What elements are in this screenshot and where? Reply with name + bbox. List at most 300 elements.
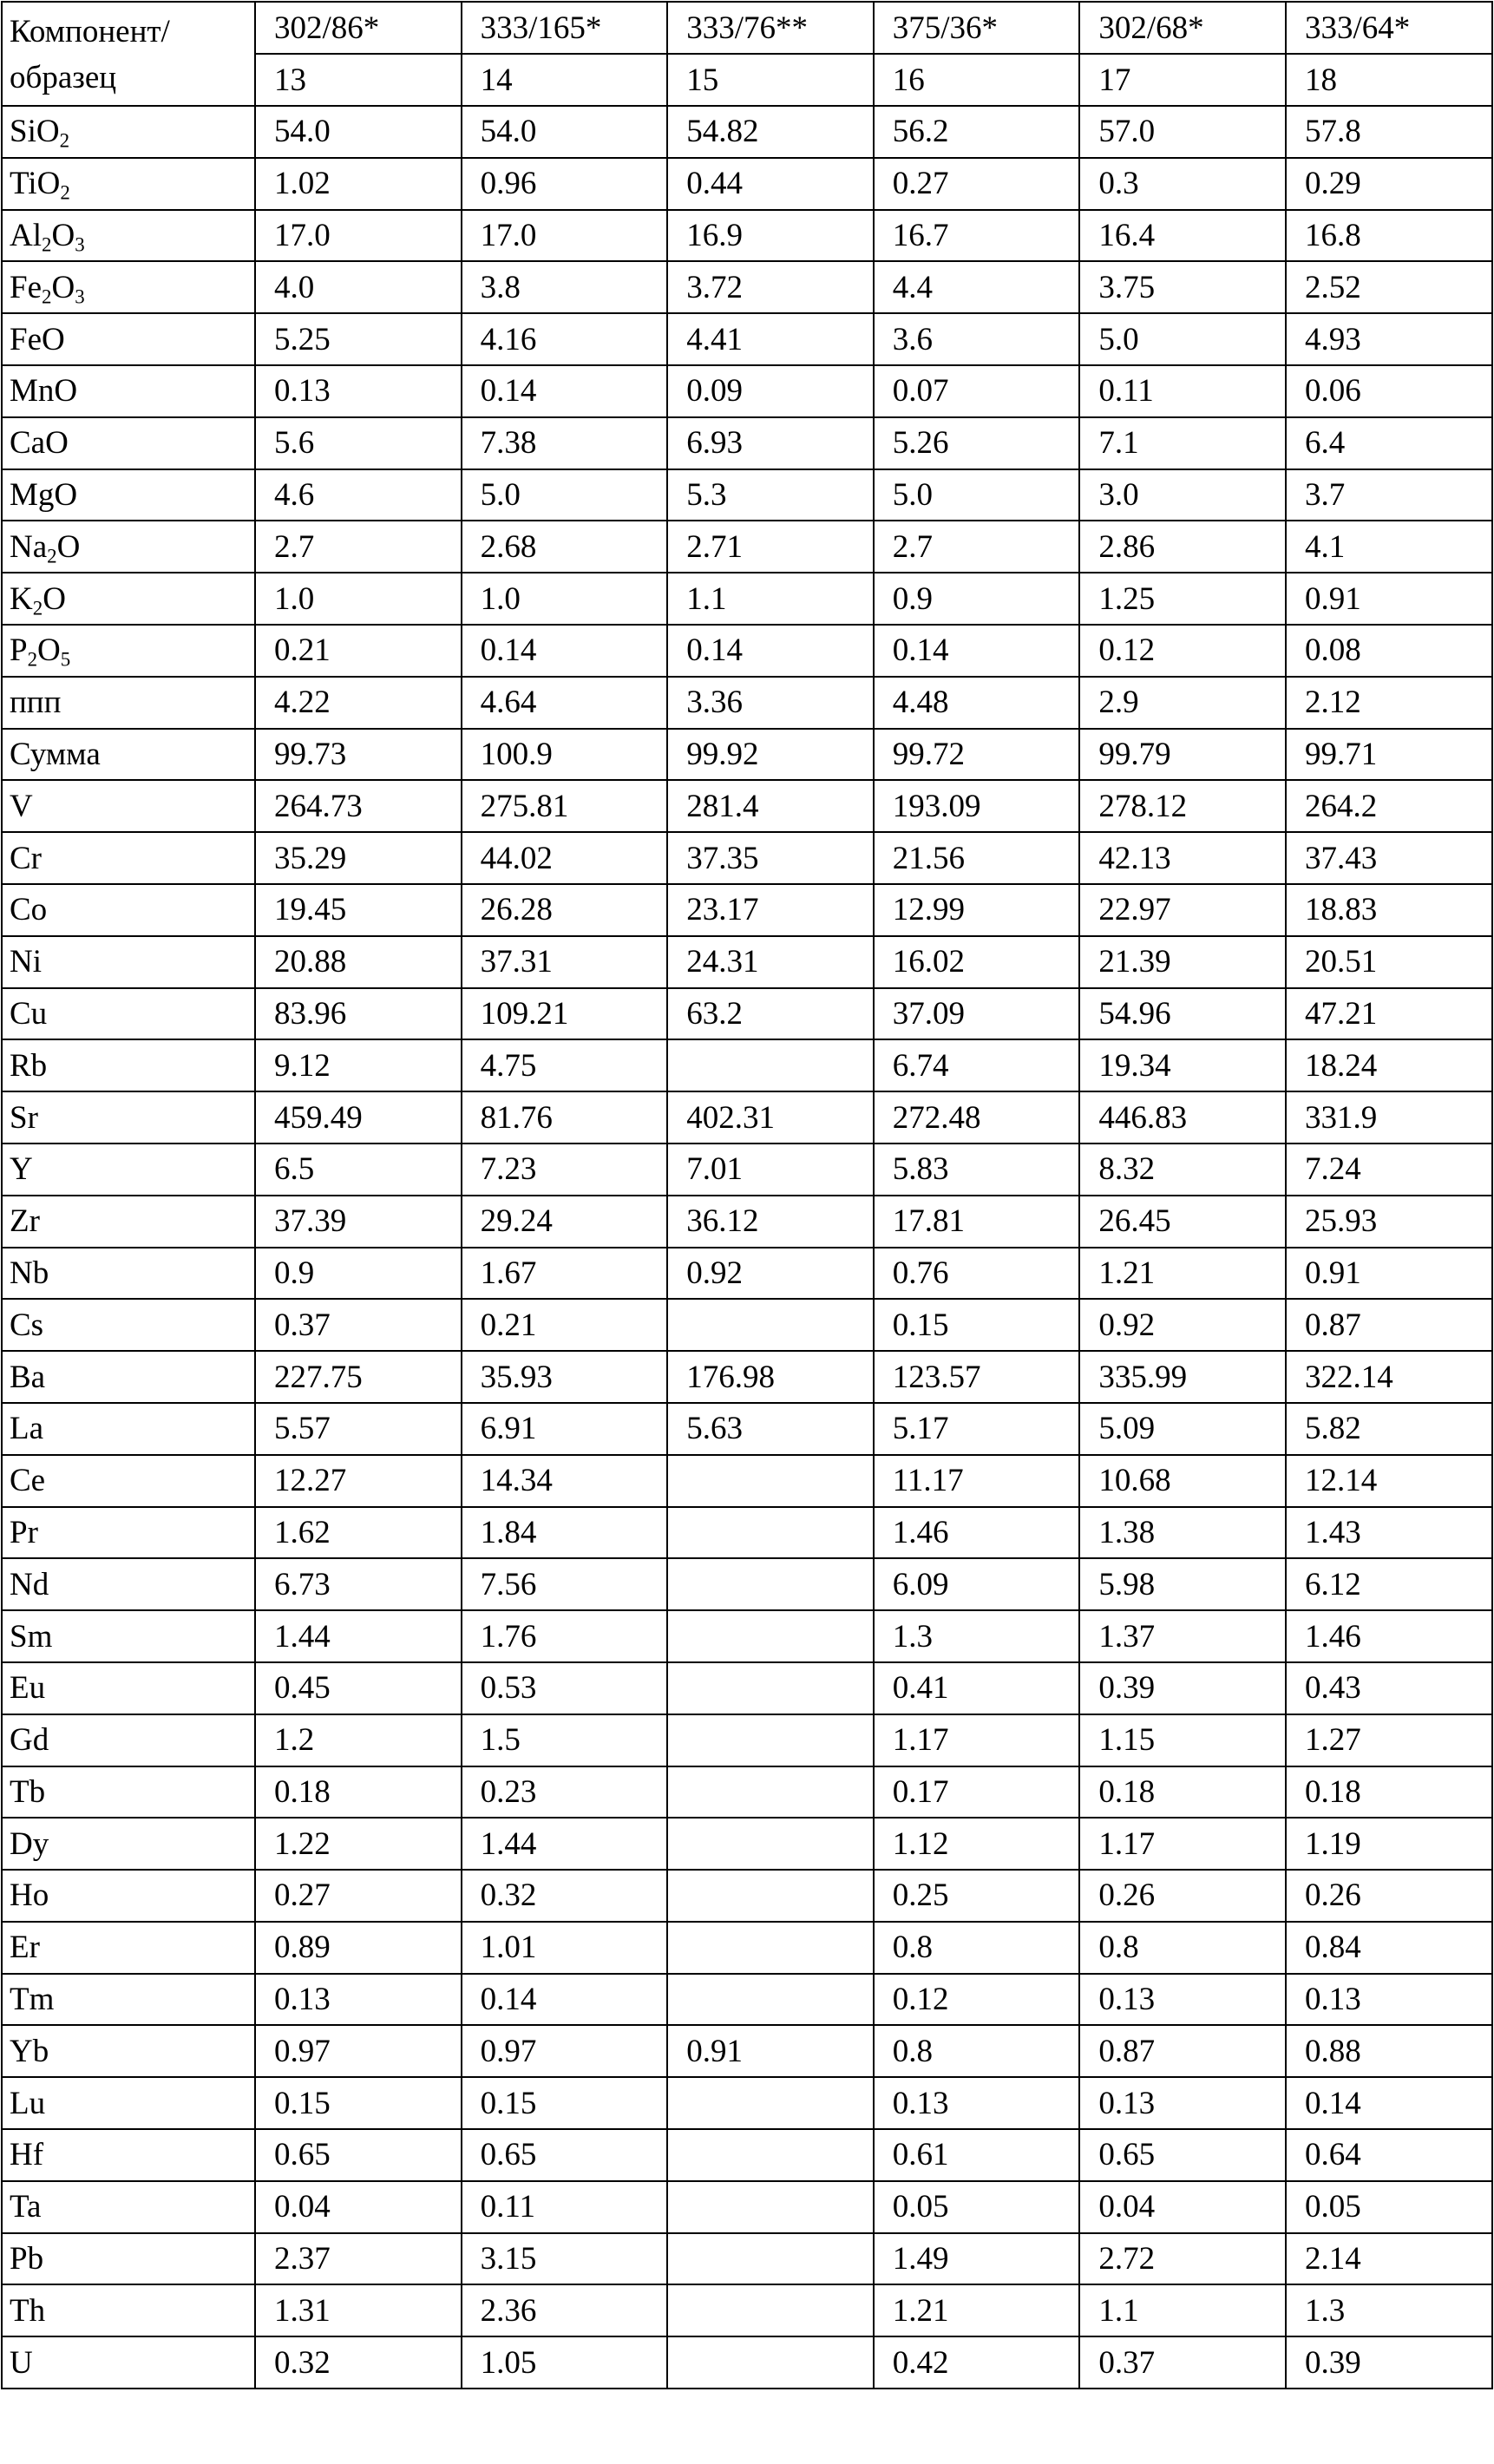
component-label-subscript: 2 [59, 129, 70, 152]
value-cell: 0.18 [1286, 1766, 1492, 1819]
component-label-cell [2, 1870, 255, 1922]
component-label-cell [2, 936, 255, 988]
component-label-text: Ni [10, 944, 42, 980]
table-row [2, 106, 1492, 158]
value-cell: 4.4 [874, 261, 1080, 313]
value-cell: 37.35 [667, 832, 874, 884]
value-cell: 0.87 [1286, 1299, 1492, 1351]
value-cell: 6.5 [255, 1144, 462, 1196]
table-row [2, 1196, 1492, 1248]
value-cell: 0.96 [462, 158, 668, 210]
value-cell: 402.31 [667, 1091, 874, 1144]
table-row [2, 1922, 1492, 1974]
value-cell: 1.0 [462, 573, 668, 625]
value-cell: 0.14 [667, 625, 874, 677]
value-cell: 99.71 [1286, 729, 1492, 781]
value-cell: 26.45 [1079, 1196, 1286, 1248]
value-cell: 0.11 [1079, 365, 1286, 417]
component-label-text: Al [10, 217, 42, 253]
component-label-subscript: 2 [60, 181, 70, 204]
value-cell: 54.0 [462, 106, 668, 158]
value-cell: 227.75 [255, 1351, 462, 1403]
component-label-cell [2, 1714, 255, 1766]
value-cell: 176.98 [667, 1351, 874, 1403]
value-cell: 2.68 [462, 521, 668, 573]
table-row [2, 2077, 1492, 2129]
value-cell: 0.45 [255, 1662, 462, 1714]
value-cell: 6.93 [667, 417, 874, 469]
value-cell [667, 1455, 874, 1507]
value-cell: 0.97 [255, 2025, 462, 2077]
table-row [2, 729, 1492, 781]
table-row [2, 1039, 1492, 1091]
table-row [2, 573, 1492, 625]
component-label-subscript: 2 [42, 233, 52, 256]
value-cell: 7.01 [667, 1144, 874, 1196]
value-cell: 1.17 [874, 1714, 1080, 1766]
component-label-text: Tb [10, 1773, 46, 1810]
value-cell: 1.25 [1079, 573, 1286, 625]
component-label-text: Nd [10, 1566, 49, 1602]
value-cell: 1.84 [462, 1507, 668, 1559]
value-cell: 1.12 [874, 1818, 1080, 1870]
value-cell: 2.14 [1286, 2233, 1492, 2285]
value-cell: 1.44 [462, 1818, 668, 1870]
value-cell: 0.23 [462, 1766, 668, 1819]
header-label-cell [2, 2, 255, 106]
component-label-cell [2, 1766, 255, 1819]
value-cell: 0.13 [255, 1974, 462, 2026]
value-cell: 0.76 [874, 1248, 1080, 1300]
value-cell: 0.12 [874, 1974, 1080, 2026]
value-cell: 1.3 [874, 1610, 1080, 1662]
component-label-text: Ce [10, 1463, 46, 1499]
value-cell: 3.72 [667, 261, 874, 313]
value-cell: 12.27 [255, 1455, 462, 1507]
value-cell: 0.87 [1079, 2025, 1286, 2077]
value-cell: 1.38 [1079, 1507, 1286, 1559]
component-label-text: V [10, 788, 33, 824]
value-cell: 0.14 [1286, 2077, 1492, 2129]
value-cell: 0.32 [462, 1870, 668, 1922]
value-cell: 35.93 [462, 1351, 668, 1403]
value-cell: 0.15 [255, 2077, 462, 2129]
value-cell [667, 2284, 874, 2336]
header-label-line1: Компонент/ [10, 14, 170, 49]
component-label-cell [2, 158, 255, 210]
component-label-text: Pr [10, 1514, 38, 1550]
value-cell: 4.64 [462, 677, 668, 729]
component-label-text: Ta [10, 2189, 42, 2225]
value-cell: 4.48 [874, 677, 1080, 729]
value-cell [667, 1870, 874, 1922]
value-cell: 0.91 [667, 2025, 874, 2077]
component-label-text: Tm [10, 1982, 55, 2018]
component-label-subscript: 2 [32, 596, 43, 619]
table-row [2, 1507, 1492, 1559]
value-cell: 5.0 [874, 469, 1080, 521]
value-cell: 1.1 [667, 573, 874, 625]
value-cell: 5.63 [667, 1403, 874, 1455]
value-cell [667, 2336, 874, 2389]
value-cell: 0.92 [667, 1248, 874, 1300]
value-cell: 3.7 [1286, 469, 1492, 521]
value-cell: 6.12 [1286, 1558, 1492, 1610]
value-cell: 2.36 [462, 2284, 668, 2336]
value-cell: 4.75 [462, 1039, 668, 1091]
component-label-cell [2, 313, 255, 365]
value-cell: 0.53 [462, 1662, 668, 1714]
table-row [2, 1351, 1492, 1403]
value-cell: 1.21 [874, 2284, 1080, 2336]
component-label-cell [2, 1922, 255, 1974]
value-cell: 1.2 [255, 1714, 462, 1766]
value-cell: 0.37 [1079, 2336, 1286, 2389]
value-cell: 0.42 [874, 2336, 1080, 2389]
table-row [2, 884, 1492, 936]
component-label-cell [2, 2284, 255, 2336]
component-label-text: Ba [10, 1359, 46, 1395]
header-label-line2: образец [10, 59, 117, 95]
value-cell: 0.12 [1079, 625, 1286, 677]
table-row [2, 2284, 1492, 2336]
value-cell: 109.21 [462, 988, 668, 1040]
value-cell: 0.15 [462, 2077, 668, 2129]
sample-id-header: 375/36* [874, 2, 1080, 54]
value-cell: 0.91 [1286, 1248, 1492, 1300]
value-cell: 1.05 [462, 2336, 668, 2389]
value-cell: 16.7 [874, 210, 1080, 262]
value-cell: 0.97 [462, 2025, 668, 2077]
value-cell: 7.56 [462, 1558, 668, 1610]
value-cell: 0.39 [1286, 2336, 1492, 2389]
value-cell [667, 2129, 874, 2181]
value-cell: 0.13 [1079, 2077, 1286, 2129]
component-label-subscript: 5 [60, 648, 71, 671]
component-label-cell [2, 1248, 255, 1300]
value-cell: 0.14 [462, 1974, 668, 2026]
value-cell [667, 2181, 874, 2233]
table-row [2, 936, 1492, 988]
value-cell: 100.9 [462, 729, 668, 781]
value-cell: 0.13 [1079, 1974, 1286, 2026]
table-row [2, 1403, 1492, 1455]
value-cell: 2.52 [1286, 261, 1492, 313]
value-cell: 63.2 [667, 988, 874, 1040]
component-label-cell [2, 417, 255, 469]
sample-number-header: 15 [667, 54, 874, 106]
value-cell: 54.96 [1079, 988, 1286, 1040]
value-cell: 0.05 [874, 2181, 1080, 2233]
value-cell: 0.27 [874, 158, 1080, 210]
component-label-cell [2, 1558, 255, 1610]
sample-number-header: 13 [255, 54, 462, 106]
table-row [2, 469, 1492, 521]
component-label-cell [2, 780, 255, 832]
value-cell: 0.44 [667, 158, 874, 210]
value-cell: 0.04 [255, 2181, 462, 2233]
value-cell: 3.0 [1079, 469, 1286, 521]
value-cell: 17.81 [874, 1196, 1080, 1248]
value-cell: 272.48 [874, 1091, 1080, 1144]
component-label-subscript: 2 [27, 648, 38, 671]
table-row [2, 261, 1492, 313]
component-label-cell [2, 2181, 255, 2233]
value-cell: 0.07 [874, 365, 1080, 417]
value-cell: 5.17 [874, 1403, 1080, 1455]
value-cell: 99.73 [255, 729, 462, 781]
value-cell: 4.1 [1286, 521, 1492, 573]
value-cell: 0.15 [874, 1299, 1080, 1351]
value-cell: 331.9 [1286, 1091, 1492, 1144]
value-cell: 21.39 [1079, 936, 1286, 988]
value-cell: 0.26 [1286, 1870, 1492, 1922]
value-cell: 54.0 [255, 106, 462, 158]
table-row [2, 1714, 1492, 1766]
table-row [2, 1558, 1492, 1610]
value-cell: 2.9 [1079, 677, 1286, 729]
table-row [2, 1455, 1492, 1507]
value-cell: 99.79 [1079, 729, 1286, 781]
value-cell: 37.09 [874, 988, 1080, 1040]
value-cell: 3.36 [667, 677, 874, 729]
table-row [2, 1662, 1492, 1714]
value-cell: 0.04 [1079, 2181, 1286, 2233]
component-label-cell [2, 625, 255, 677]
value-cell: 17.0 [462, 210, 668, 262]
component-label-text: Sm [10, 1618, 53, 1655]
component-label-text: Cr [10, 840, 42, 876]
component-label-text: Eu [10, 1670, 46, 1707]
value-cell [667, 1818, 874, 1870]
value-cell: 4.93 [1286, 313, 1492, 365]
sample-id-header: 302/68* [1079, 2, 1286, 54]
value-cell: 9.12 [255, 1039, 462, 1091]
value-cell: 193.09 [874, 780, 1080, 832]
value-cell: 0.05 [1286, 2181, 1492, 2233]
component-label-cell [2, 521, 255, 573]
value-cell: 1.02 [255, 158, 462, 210]
value-cell: 0.8 [874, 2025, 1080, 2077]
header-row-samples [2, 2, 1492, 54]
value-cell: 1.5 [462, 1714, 668, 1766]
value-cell: 47.21 [1286, 988, 1492, 1040]
sample-number-header: 16 [874, 54, 1080, 106]
value-cell: 44.02 [462, 832, 668, 884]
value-cell: 0.3 [1079, 158, 1286, 210]
table-row [2, 832, 1492, 884]
component-label-cell [2, 832, 255, 884]
value-cell: 123.57 [874, 1351, 1080, 1403]
sample-id-header: 333/64* [1286, 2, 1492, 54]
component-label-text: K [10, 580, 33, 617]
component-label-cell [2, 1507, 255, 1559]
value-cell: 3.15 [462, 2233, 668, 2285]
value-cell [667, 1039, 874, 1091]
value-cell [667, 1974, 874, 2026]
component-label-cell [2, 573, 255, 625]
component-label-text: ппп [10, 685, 62, 721]
value-cell: 0.13 [1286, 1974, 1492, 2026]
sample-id-header: 333/165* [462, 2, 668, 54]
component-label-cell [2, 261, 255, 313]
value-cell: 21.56 [874, 832, 1080, 884]
component-label-cell [2, 210, 255, 262]
value-cell [667, 1766, 874, 1819]
value-cell: 16.8 [1286, 210, 1492, 262]
value-cell: 0.8 [874, 1922, 1080, 1974]
component-label-text: TiO [10, 166, 61, 202]
value-cell: 81.76 [462, 1091, 668, 1144]
component-label-text: U [10, 2344, 33, 2381]
value-cell: 1.3 [1286, 2284, 1492, 2336]
value-cell: 0.13 [874, 2077, 1080, 2129]
component-label-text: Cs [10, 1307, 44, 1343]
table-row [2, 1974, 1492, 2026]
table-row [2, 1766, 1492, 1819]
component-label-cell [2, 1403, 255, 1455]
component-label-cell [2, 884, 255, 936]
value-cell: 1.19 [1286, 1818, 1492, 1870]
component-label-text: MnO [10, 373, 78, 410]
value-cell: 37.43 [1286, 832, 1492, 884]
component-label-text: Rb [10, 1047, 48, 1084]
table-row [2, 2336, 1492, 2389]
value-cell: 0.11 [462, 2181, 668, 2233]
value-cell: 4.41 [667, 313, 874, 365]
component-label-cell [2, 677, 255, 729]
value-cell: 24.31 [667, 936, 874, 988]
table-row [2, 1818, 1492, 1870]
value-cell: 18.24 [1286, 1039, 1492, 1091]
table-row [2, 210, 1492, 262]
value-cell: 16.9 [667, 210, 874, 262]
value-cell: 4.16 [462, 313, 668, 365]
value-cell: 0.29 [1286, 158, 1492, 210]
value-cell: 5.0 [462, 469, 668, 521]
value-cell: 0.18 [255, 1766, 462, 1819]
value-cell: 278.12 [1079, 780, 1286, 832]
component-label-text: Nb [10, 1255, 49, 1291]
value-cell: 83.96 [255, 988, 462, 1040]
component-label-cell [2, 2129, 255, 2181]
value-cell: 0.9 [874, 573, 1080, 625]
value-cell: 1.21 [1079, 1248, 1286, 1300]
value-cell: 0.27 [255, 1870, 462, 1922]
table-row [2, 365, 1492, 417]
component-label-cell [2, 1662, 255, 1714]
component-label-text: O [51, 217, 75, 253]
value-cell: 0.8 [1079, 1922, 1286, 1974]
value-cell: 16.4 [1079, 210, 1286, 262]
value-cell: 264.2 [1286, 780, 1492, 832]
component-label-text: O [56, 528, 81, 565]
value-cell: 22.97 [1079, 884, 1286, 936]
value-cell: 12.99 [874, 884, 1080, 936]
value-cell: 335.99 [1079, 1351, 1286, 1403]
geochem-composition-table [1, 1, 1493, 2389]
table-row [2, 780, 1492, 832]
value-cell: 18.83 [1286, 884, 1492, 936]
sample-id-header: 302/86* [255, 2, 462, 54]
component-label-cell [2, 1299, 255, 1351]
value-cell [667, 2077, 874, 2129]
value-cell: 5.6 [255, 417, 462, 469]
value-cell: 5.09 [1079, 1403, 1286, 1455]
value-cell: 37.31 [462, 936, 668, 988]
value-cell: 57.8 [1286, 106, 1492, 158]
component-label-text: Th [10, 2292, 46, 2329]
value-cell: 6.73 [255, 1558, 462, 1610]
value-cell: 56.2 [874, 106, 1080, 158]
value-cell [667, 1507, 874, 1559]
value-cell: 1.27 [1286, 1714, 1492, 1766]
value-cell: 1.22 [255, 1818, 462, 1870]
table-row [2, 417, 1492, 469]
component-label-cell [2, 1144, 255, 1196]
value-cell [667, 1299, 874, 1351]
value-cell: 7.1 [1079, 417, 1286, 469]
component-label-text: O [37, 632, 61, 669]
value-cell: 0.18 [1079, 1766, 1286, 1819]
component-label-text: Dy [10, 1825, 49, 1862]
component-label-cell [2, 2025, 255, 2077]
value-cell: 19.34 [1079, 1039, 1286, 1091]
component-label-subscript: 3 [75, 233, 85, 256]
value-cell: 1.44 [255, 1610, 462, 1662]
value-cell: 446.83 [1079, 1091, 1286, 1144]
value-cell: 6.09 [874, 1558, 1080, 1610]
component-label-cell [2, 1091, 255, 1144]
table-header [2, 2, 1492, 106]
value-cell: 36.12 [667, 1196, 874, 1248]
component-label-cell [2, 1818, 255, 1870]
value-cell: 5.26 [874, 417, 1080, 469]
value-cell: 281.4 [667, 780, 874, 832]
value-cell [667, 1662, 874, 1714]
component-label-text: Sr [10, 1099, 38, 1136]
component-label-cell [2, 469, 255, 521]
value-cell: 0.65 [462, 2129, 668, 2181]
component-label-subscript: 2 [47, 545, 57, 567]
component-label-text: Yb [10, 2033, 49, 2069]
value-cell: 0.65 [255, 2129, 462, 2181]
value-cell: 1.1 [1079, 2284, 1286, 2336]
value-cell [667, 1714, 874, 1766]
table-row [2, 1091, 1492, 1144]
table-row [2, 2181, 1492, 2233]
component-label-cell [2, 106, 255, 158]
value-cell: 459.49 [255, 1091, 462, 1144]
component-label-cell [2, 1455, 255, 1507]
value-cell: 4.0 [255, 261, 462, 313]
value-cell: 1.67 [462, 1248, 668, 1300]
component-label-text: P [10, 632, 28, 669]
value-cell: 10.68 [1079, 1455, 1286, 1507]
component-label-cell [2, 1610, 255, 1662]
sample-id-header: 333/76** [667, 2, 874, 54]
value-cell: 1.46 [1286, 1610, 1492, 1662]
value-cell: 20.88 [255, 936, 462, 988]
value-cell: 29.24 [462, 1196, 668, 1248]
component-label-cell [2, 1351, 255, 1403]
component-label-text: Co [10, 892, 48, 928]
value-cell: 26.28 [462, 884, 668, 936]
table-row [2, 1870, 1492, 1922]
table-row [2, 1610, 1492, 1662]
component-label-text: MgO [10, 476, 78, 513]
value-cell: 1.0 [255, 573, 462, 625]
